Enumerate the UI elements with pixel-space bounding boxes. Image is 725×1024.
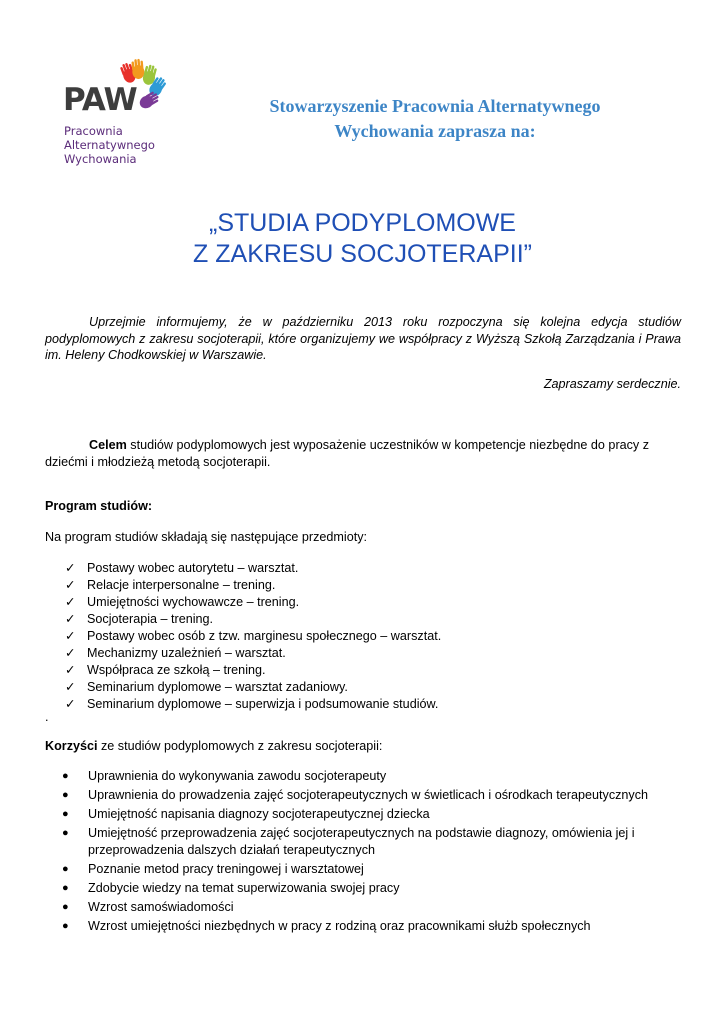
benefit-item-label: Uprawnienia do prowadzenia zajęć socjoterapeutycznych w świetlicach i ośrodkach terapeutycznych	[88, 788, 649, 802]
program-item-label: Seminarium dyplomowe – warsztat zadaniowy.	[87, 680, 348, 694]
logo-line-2: Alternatywnego	[64, 138, 155, 152]
program-item	[65, 679, 441, 696]
benefit-item	[62, 806, 682, 823]
program-item-label: Współpraca ze szkołą – trening.	[87, 663, 266, 677]
bullet-icon: ●	[62, 882, 69, 894]
title-line-1: „STUDIA PODYPLOMOWE	[209, 209, 516, 237]
organization-heading	[190, 94, 680, 144]
goal-lead: Celem	[89, 438, 127, 452]
page-title	[40, 208, 685, 270]
program-item	[65, 560, 441, 577]
program-list	[65, 560, 441, 713]
check-icon: ✓	[65, 663, 76, 677]
intro-paragraph: Uprzejmie informujemy, że w październiku 2013 roku rozpoczyna się kolejna edycja studiów podyplomowych z zakresu socjoterapii, które organizujemy we współpracy z Wyższą Szkołą Zarządzania i Prawa im. Heleny Chodkowskiej w Warszawie.	[45, 315, 681, 362]
benefit-item	[62, 899, 682, 916]
program-heading: Program studiów:	[45, 499, 153, 513]
bullet-icon: ●	[62, 789, 69, 801]
program-item	[65, 594, 441, 611]
logo-line-3: Wychowania	[64, 152, 137, 166]
program-item	[65, 628, 441, 645]
benefits-lead: Korzyści	[45, 739, 98, 753]
program-item	[65, 577, 441, 594]
benefit-item-label: Poznanie metod pracy treningowej i warsztatowej	[88, 862, 364, 876]
benefit-item-label: Umiejętność przeprowadzenia zajęć socjoterapeutycznych na podstawie diagnozy, omówienia jej i przeprowadzenia dalszych działań terapeutycznych	[88, 826, 635, 857]
bullet-icon: ●	[62, 901, 69, 913]
program-item-label: Seminarium dyplomowe – superwizja i podsumowanie studiów.	[87, 697, 439, 711]
check-icon: ✓	[65, 680, 76, 694]
benefit-item-label: Zdobycie wiedzy na temat superwizowania swojej pracy	[88, 881, 400, 895]
check-icon: ✓	[65, 561, 76, 575]
benefit-item	[62, 861, 682, 878]
title-line-2: Z ZAKRESU SOCJOTERAPII”	[193, 240, 532, 268]
check-icon: ✓	[65, 646, 76, 660]
org-line-2: Wychowania zaprasza na:	[334, 121, 536, 141]
benefits-heading-rest: ze studiów podyplomowych z zakresu socjoterapii:	[97, 739, 383, 753]
paw-logo	[58, 42, 178, 182]
benefit-item-label: Umiejętność napisania diagnozy socjoterapeutycznej dziecka	[88, 807, 430, 821]
invite-text: Zapraszamy serdecznie.	[543, 377, 681, 391]
check-icon: ✓	[65, 612, 76, 626]
bullet-icon: ●	[62, 827, 69, 839]
benefit-item	[62, 787, 682, 804]
bullet-icon: ●	[62, 920, 69, 932]
logo-subtitle	[64, 124, 155, 166]
program-intro: Na program studiów składają się następujące przedmioty:	[45, 530, 368, 544]
logo-line-1: Pracownia	[64, 124, 123, 138]
benefits-list	[62, 768, 682, 937]
check-icon: ✓	[65, 697, 76, 711]
check-icon: ✓	[65, 578, 76, 592]
goal-paragraph	[45, 437, 681, 470]
program-item-label: Socjoterapia – trening.	[87, 612, 214, 626]
benefit-item	[62, 880, 682, 897]
goal-text: studiów podyplomowych jest wyposażenie uczestników w kompetencje niezbędne do pracy z dziećmi i młodzieżą metodą socjoterapii.	[45, 438, 650, 469]
program-item	[65, 611, 441, 628]
bullet-icon: ●	[62, 808, 69, 820]
program-item-label: Postawy wobec autorytetu – warsztat.	[87, 561, 299, 575]
org-line-1: Stowarzyszenie Pracownia Alternatywnego	[269, 96, 601, 116]
trailing-dot: .	[45, 710, 49, 724]
benefits-heading	[45, 739, 382, 753]
benefit-item	[62, 768, 682, 785]
program-item-label: Postawy wobec osób z tzw. marginesu społecznego – warsztat.	[87, 629, 442, 643]
benefit-item	[62, 918, 682, 935]
bullet-icon: ●	[62, 863, 69, 875]
benefit-item	[62, 825, 682, 859]
benefit-item-label: Wzrost umiejętności niezbędnych w pracy z rodziną oraz pracownikami służb społecznych	[88, 919, 591, 933]
bullet-icon: ●	[62, 770, 69, 782]
logo-abbr: PAW	[63, 82, 137, 118]
benefit-item-label: Uprawnienia do wykonywania zawodu socjoterapeuty	[88, 769, 387, 783]
program-item-label: Umiejętności wychowawcze – trening.	[87, 595, 300, 609]
program-item	[65, 662, 441, 679]
program-item	[65, 696, 441, 713]
benefit-item-label: Wzrost samoświadomości	[88, 900, 234, 914]
program-item	[65, 645, 441, 662]
program-item-label: Mechanizmy uzależnień – warsztat.	[87, 646, 286, 660]
program-item-label: Relacje interpersonalne – trening.	[87, 578, 276, 592]
check-icon: ✓	[65, 629, 76, 643]
check-icon: ✓	[65, 595, 76, 609]
